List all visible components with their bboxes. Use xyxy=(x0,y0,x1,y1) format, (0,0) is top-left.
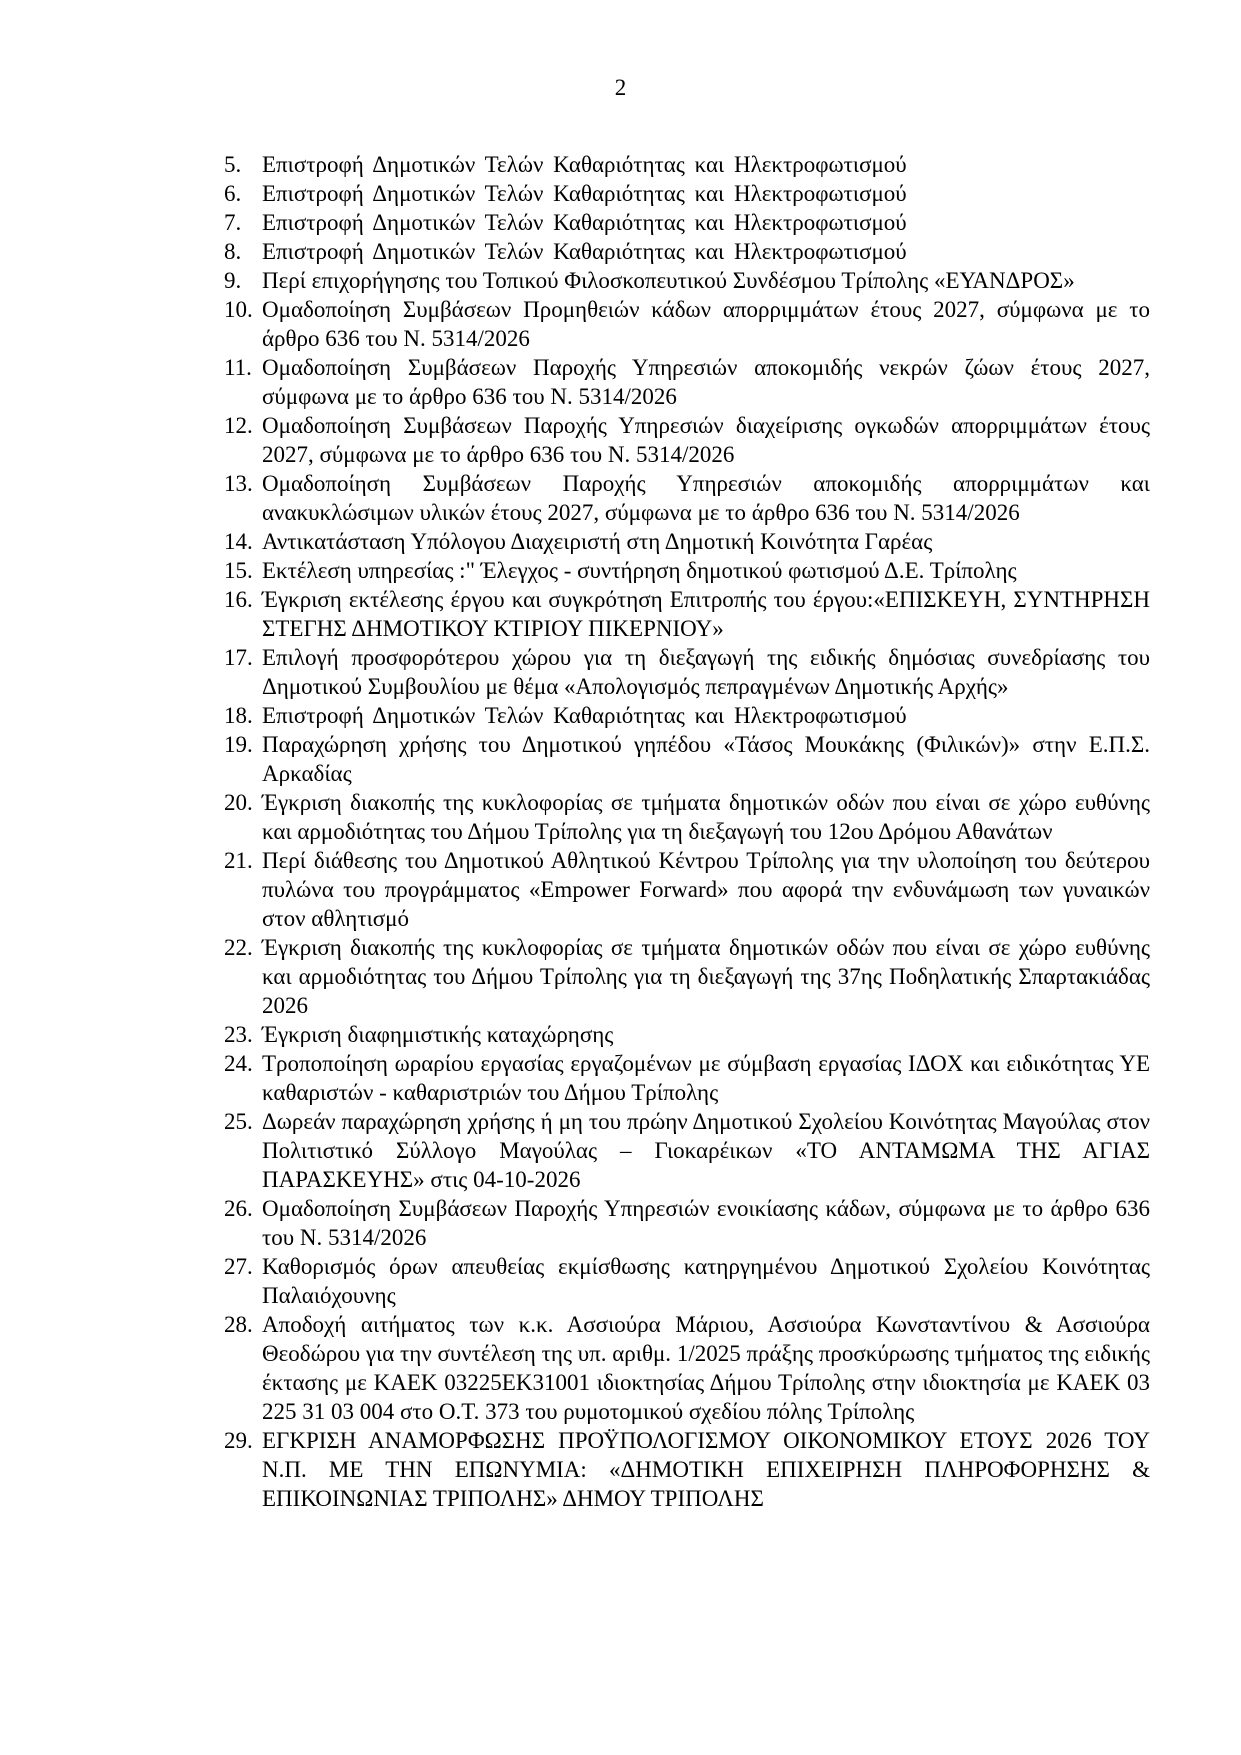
item-text: Αποδοχή αιτήματος των κ.κ. Ασσιούρα Μάριου, Ασσιούρα Κωνσταντίνου & Ασσιούρα Θεοδώρου για την συντέλεση της υπ. αριθμ. 1/2025 πράξης προσκύρωσης τμήματος της ειδικής έκτασης με ΚΑΕΚ 03225ΕΚ31001 ιδιοκτησίας Δήμου Τρίπολης στην ιδιοκτησία με ΚΑΕΚ 03 225 31 03 004 στο Ο.Τ. 373 του ρυμοτομικού σχεδίου πόλης Τρίπολης xyxy=(262,1312,1150,1424)
item-number: 14. xyxy=(224,529,253,554)
item-number: 26. xyxy=(224,1196,253,1221)
item-number: 29. xyxy=(224,1428,253,1453)
agenda-item xyxy=(224,1426,1150,1513)
agenda-item xyxy=(224,295,1150,353)
item-text: Έγκριση διακοπής της κυκλοφορίας σε τμήματα δημοτικών οδών που είναι σε χώρο ευθύνης και αρμοδιότητας του Δήμου Τρίπολης για τη διεξαγωγή του 12ου Δρόμου Αθανάτων xyxy=(262,790,1150,844)
item-number: 19. xyxy=(224,732,253,757)
item-text: Επιστροφή Δημοτικών Τελών Καθαριότητας και Ηλεκτροφωτισμού xyxy=(262,210,907,235)
agenda-item xyxy=(224,353,1150,411)
agenda-item xyxy=(224,411,1150,469)
agenda-item xyxy=(224,1252,1150,1310)
item-text: Επιστροφή Δημοτικών Τελών Καθαριότητας και Ηλεκτροφωτισμού xyxy=(262,239,907,264)
item-text: Έγκριση διακοπής της κυκλοφορίας σε τμήματα δημοτικών οδών που είναι σε χώρο ευθύνης και αρμοδιότητας του Δήμου Τρίπολης για τη διεξαγωγή της 37ης Ποδηλατικής Σπαρτακιάδας 2026 xyxy=(262,935,1150,1018)
item-number: 17. xyxy=(224,645,253,670)
item-text: Έγκριση εκτέλεσης έργου και συγκρότηση Επιτροπής του έργου:«ΕΠΙΣΚΕΥΗ, ΣΥΝΤΗΡΗΣΗ ΣΤΕΓΗΣ ΔΗΜΟΤΙΚΟΥ ΚΤΙΡΙΟΥ ΠΙΚΕΡΝΙΟΥ» xyxy=(262,587,1150,641)
item-number: 23. xyxy=(224,1022,253,1047)
item-text: Έγκριση διαφημιστικής καταχώρησης xyxy=(262,1022,614,1047)
agenda-item xyxy=(224,701,1150,730)
agenda-item xyxy=(224,1049,1150,1107)
item-text: Δωρεάν παραχώρηση χρήσης ή μη του πρώην Δημοτικού Σχολείου Κοινότητας Μαγούλας στον Πολιτιστικό Σύλλογο Μαγούλας – Γιοκαρέικων «ΤΟ ΑΝΤΑΜΩΜΑ ΤΗΣ ΑΓΙΑΣ ΠΑΡΑΣΚΕΥΗΣ» στις 04-10-2026 xyxy=(262,1109,1150,1192)
agenda-item xyxy=(224,788,1150,846)
item-number: 10. xyxy=(224,297,253,322)
agenda-item xyxy=(224,933,1150,1020)
agenda-item xyxy=(224,469,1150,527)
agenda-item xyxy=(224,1107,1150,1194)
agenda-list xyxy=(224,150,1150,1513)
item-number: 20. xyxy=(224,790,253,815)
item-number: 24. xyxy=(224,1051,253,1076)
agenda-item xyxy=(224,643,1150,701)
item-number: 18. xyxy=(224,703,253,728)
item-number: 16. xyxy=(224,587,253,612)
item-number: 8. xyxy=(224,239,242,264)
item-text: Εκτέλεση υπηρεσίας :" Έλεγχος - συντήρηση δημοτικού φωτισμού Δ.Ε. Τρίπολης xyxy=(262,558,1017,583)
item-number: 15. xyxy=(224,558,253,583)
agenda-item xyxy=(224,1194,1150,1252)
item-number: 13. xyxy=(224,471,253,496)
item-number: 22. xyxy=(224,935,253,960)
item-text: Επιστροφή Δημοτικών Τελών Καθαριότητας και Ηλεκτροφωτισμού xyxy=(262,181,907,206)
item-text: Ομαδοποίηση Συμβάσεων Παροχής Υπηρεσιών αποκομιδής απορριμμάτων και ανακυκλώσιμων υλικών έτους 2027, σύμφωνα με το άρθρο 636 του Ν. 5314/2026 xyxy=(262,471,1150,525)
agenda-item xyxy=(224,846,1150,933)
agenda-item xyxy=(224,556,1150,585)
item-text: Επιστροφή Δημοτικών Τελών Καθαριότητας και Ηλεκτροφωτισμού xyxy=(262,703,907,728)
item-number: 11. xyxy=(224,355,252,380)
item-text: Ομαδοποίηση Συμβάσεων Παροχής Υπηρεσιών αποκομιδής νεκρών ζώων έτους 2027, σύμφωνα με το άρθρο 636 του Ν. 5314/2026 xyxy=(262,355,1150,409)
agenda-item xyxy=(224,266,1150,295)
page-number: 2 xyxy=(614,75,627,100)
item-text: Αντικατάσταση Υπόλογου Διαχειριστή στη Δημοτική Κοινότητα Γαρέας xyxy=(262,529,933,554)
item-text: Καθορισμός όρων απευθείας εκμίσθωσης κατηργημένου Δημοτικού Σχολείου Κοινότητας Παλαιόχουνης xyxy=(262,1254,1150,1308)
item-number: 12. xyxy=(224,413,253,438)
agenda-item xyxy=(224,179,1150,208)
agenda-item xyxy=(224,150,1150,179)
agenda-item xyxy=(224,730,1150,788)
item-text: Ομαδοποίηση Συμβάσεων Παροχής Υπηρεσιών διαχείρισης ογκωδών απορριμμάτων έτους 2027, σύμφωνα με το άρθρο 636 του Ν. 5314/2026 xyxy=(262,413,1150,467)
item-text: Περί επιχορήγησης του Τοπικού Φιλοσκοπευτικού Συνδέσμου Τρίπολης «ΕΥΑΝΔΡΟΣ» xyxy=(262,268,1075,293)
item-number: 9. xyxy=(224,268,242,293)
item-number: 25. xyxy=(224,1109,253,1134)
agenda-item xyxy=(224,585,1150,643)
item-number: 6. xyxy=(224,181,242,206)
item-text: Περί διάθεσης του Δημοτικού Αθλητικού Κέντρου Τρίπολης για την υλοποίηση του δεύτερου πυλώνα του προγράμματος «Empower Forward» που αφορά την ενδυνάμωση των γυναικών στον αθλητισμό xyxy=(262,848,1150,931)
item-number: 28. xyxy=(224,1312,253,1337)
agenda-item xyxy=(224,1020,1150,1049)
item-text: Επιστροφή Δημοτικών Τελών Καθαριότητας και Ηλεκτροφωτισμού xyxy=(262,152,907,177)
item-number: 21. xyxy=(224,848,253,873)
item-text: Ομαδοποίηση Συμβάσεων Προμηθειών κάδων απορριμμάτων έτους 2027, σύμφωνα με το άρθρο 636 του Ν. 5314/2026 xyxy=(262,297,1150,351)
item-text: Επιλογή προσφορότερου χώρου για τη διεξαγωγή της ειδικής δημόσιας συνεδρίασης του Δημοτικού Συμβουλίου με θέμα «Απολογισμός πεπραγμένων Δημοτικής Αρχής» xyxy=(262,645,1150,699)
agenda-item xyxy=(224,1310,1150,1426)
item-text: ΕΓΚΡΙΣΗ ΑΝΑΜΟΡΦΩΣΗΣ ΠΡΟΫΠΟΛΟΓΙΣΜΟΥ ΟΙΚΟΝΟΜΙΚΟΥ ΕΤΟΥΣ 2026 ΤΟΥ Ν.Π. ΜΕ ΤΗΝ ΕΠΩΝΥΜΙΑ: «ΔΗΜΟΤΙΚΗ ΕΠΙΧΕΙΡΗΣΗ ΠΛΗΡΟΦΟΡΗΣΗΣ & ΕΠΙΚΟΙΝΩΝΙΑΣ ΤΡΙΠΟΛΗΣ» ΔΗΜΟΥ ΤΡΙΠΟΛΗΣ xyxy=(262,1428,1150,1511)
agenda-item xyxy=(224,527,1150,556)
item-text: Τροποποίηση ωραρίου εργασίας εργαζομένων με σύμβαση εργασίας ΙΔΟΧ και ειδικότητας ΥΕ καθαριστών - καθαριστριών του Δήμου Τρίπολης xyxy=(262,1051,1150,1105)
item-text: Ομαδοποίηση Συμβάσεων Παροχής Υπηρεσιών ενοικίασης κάδων, σύμφωνα με το άρθρο 636 του Ν. 5314/2026 xyxy=(262,1196,1150,1250)
item-number: 27. xyxy=(224,1254,253,1279)
agenda-item xyxy=(224,208,1150,237)
item-number: 7. xyxy=(224,210,242,235)
agenda-item xyxy=(224,237,1150,266)
item-text: Παραχώρηση χρήσης του Δημοτικού γηπέδου «Τάσος Μουκάκης (Φιλικών)» στην Ε.Π.Σ. Αρκαδίας xyxy=(262,732,1150,786)
item-number: 5. xyxy=(224,152,242,177)
